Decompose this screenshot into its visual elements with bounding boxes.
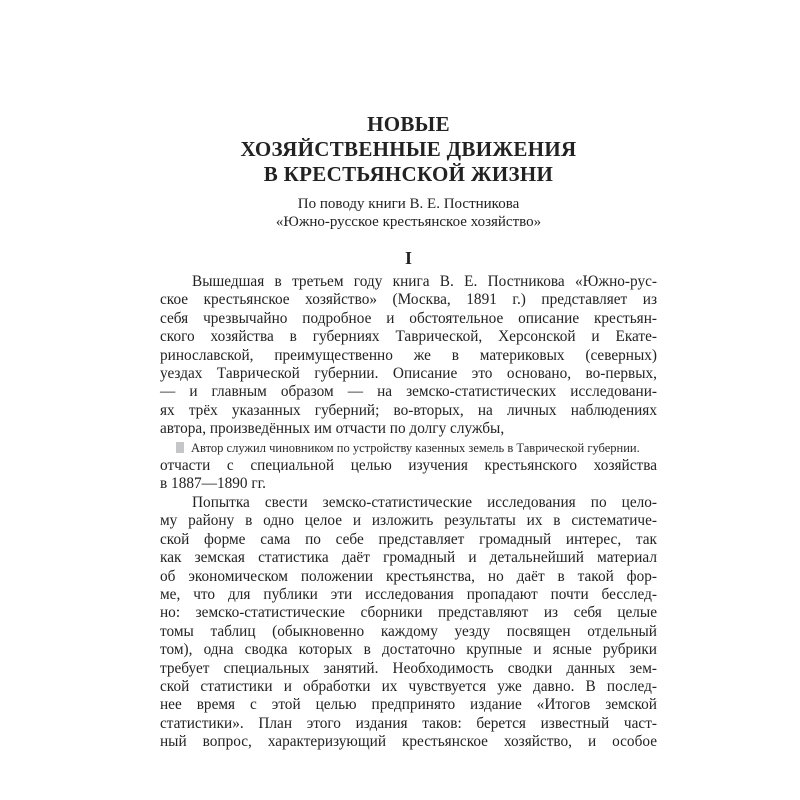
text-line: требует специальных занятий. Необходимость сводки данных зем- [160, 659, 657, 677]
footnote [160, 439, 657, 457]
text-line: В КРЕСТЬЯНСКОЙ ЖИЗНИ [263, 162, 554, 186]
text-column [160, 112, 657, 752]
text-line: но: земско-статистические сборники представляют из себя целые [160, 604, 657, 622]
paragraph-1-part-1 [160, 273, 657, 439]
text-line: об экономическом положении крестьянства, но даёт в такой фор- [160, 567, 657, 585]
text-line: По поводу книги В. Е. Постникова [297, 196, 520, 212]
text-line: «Южно-русское крестьянское хозяйство» [275, 213, 542, 230]
page-subtitle [160, 196, 657, 231]
text-line: том), одна сводка которых в достаточно крупные и ясные рубрики [160, 641, 657, 659]
text-line: ской статистики и обработки их чувствуется уже давно. В послед- [160, 677, 657, 695]
paragraph-2 [160, 494, 657, 752]
text-line: ме, что для публики эти исследования пропадают почти бесслед- [160, 585, 657, 603]
text-line: как земская статистика даёт громадный и детальнейший материал [160, 549, 657, 567]
page-title [160, 112, 657, 187]
footnote-marker-icon [176, 442, 184, 453]
text-line: статистики». План этого издания таков: берется известный част- [160, 714, 657, 732]
text-line: ринославской, преимущественно же в материковых (северных) [160, 346, 657, 364]
section-number: I [404, 248, 412, 268]
text-line: ской форме сама по себе представляет громадный интерес, так [160, 530, 657, 548]
text-line: му району в одно целое и изложить результаты их в систематиче- [160, 512, 657, 530]
text-line: ях трёх указанных губерний; во-вторых, на личных наблюдениях [160, 401, 657, 419]
text-line: в 1887—1890 гг. [160, 475, 267, 493]
text-line: уездах Таврической губернии. Описание это основано, во-первых, [160, 365, 657, 383]
text-line: нее время с этой целью предпринято издание «Итогов земской [160, 696, 657, 714]
text-line: — и главным образом — на земско-статистических исследовани- [160, 383, 657, 401]
text-line: томы таблиц (обыкновенно каждому уезду посвящен отдельный [160, 622, 657, 640]
paragraph-1-part-2 [160, 457, 657, 494]
footnote-text: Автор служил чиновником по устройству казенных земель в Таврической губернии. [191, 440, 640, 455]
text-line: автора, произведённых им отчасти по долгу службы, [160, 420, 505, 438]
text-line: ского хозяйства в губерниях Таврической, Херсонской и Екате- [160, 328, 657, 346]
text-line: себя чрезвычайно подробное и обстоятельное описание крестьян- [160, 309, 657, 327]
text-line: НОВЫЕ [367, 112, 450, 136]
text-line: ское крестьянское хозяйство» (Москва, 1891 г.) представляет из [160, 291, 657, 309]
text-line: отчасти с специальной целью изучения крестьянского хозяйства [160, 457, 657, 475]
text-line: Попытка свести земско-статистические исследования по цело- [192, 493, 657, 511]
text-line: ХОЗЯЙСТВЕННЫЕ ДВИЖЕНИЯ [240, 137, 577, 161]
text-line: Вышедшая в третьем году книга В. Е. Постникова «Южно-рус- [192, 273, 657, 290]
body-text [160, 273, 657, 752]
text-line: ный вопрос, характеризующий крестьянское хозяйство, и особое [160, 733, 657, 751]
